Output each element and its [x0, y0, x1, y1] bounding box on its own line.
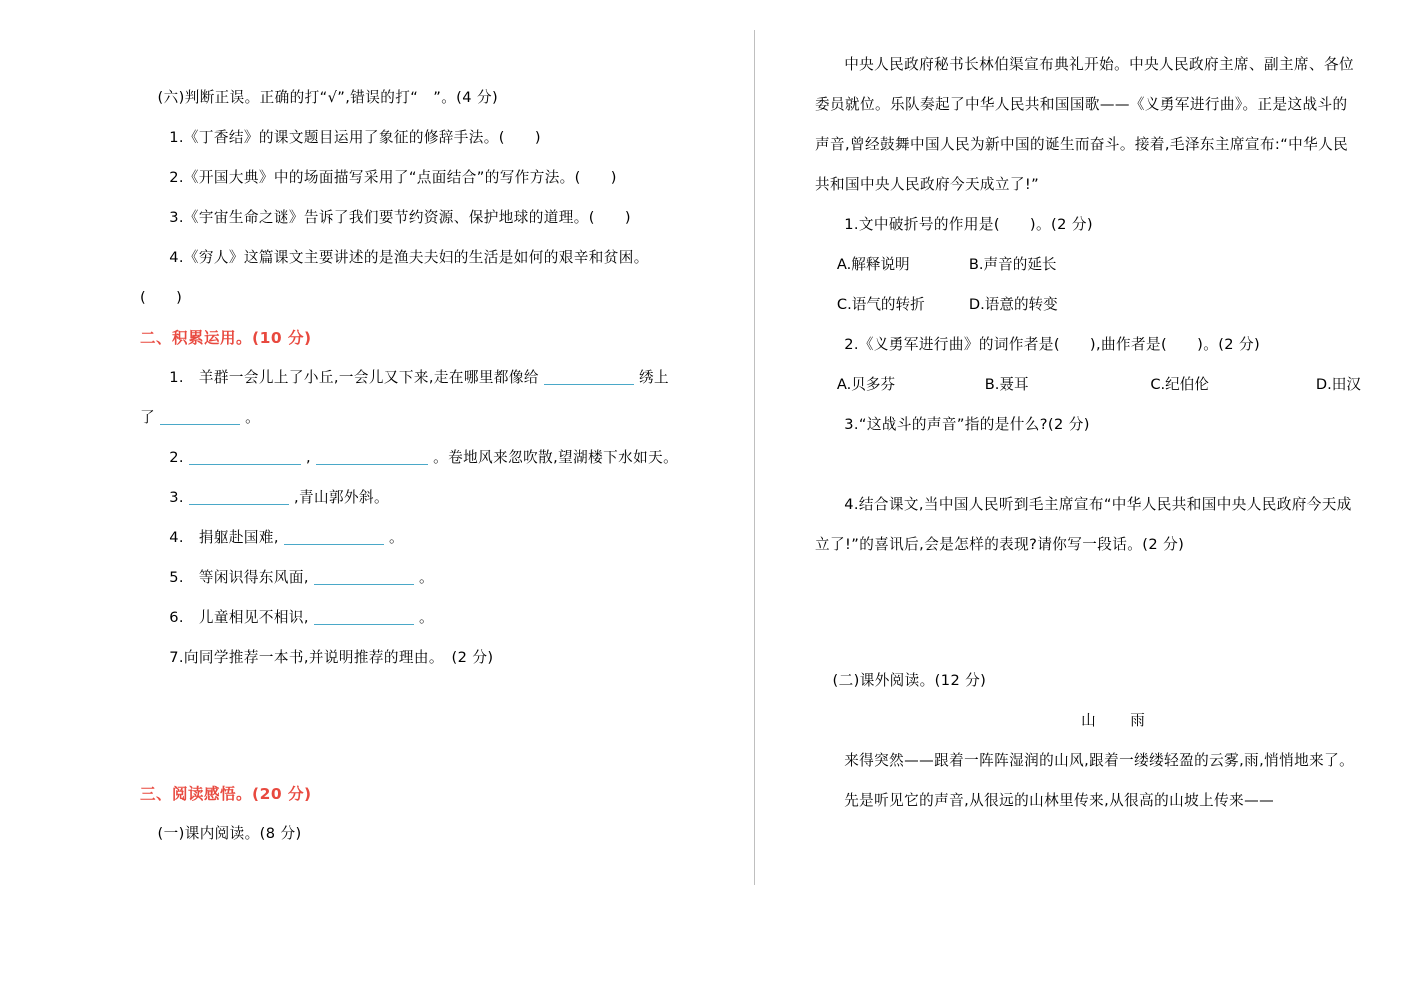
- passage1-question-1-options-row-1: [815, 245, 1361, 285]
- question-6-item-1: 1.《丁香结》的课文题目运用了象征的修辞手法。( ): [169, 129, 541, 146]
- section2-q1-text-d: 。: [245, 409, 261, 426]
- section2-question-6: [140, 598, 714, 638]
- section3-part1-heading: (一)课内阅读。(8 分): [157, 825, 302, 842]
- option-d[interactable]: D.田汉: [1315, 376, 1361, 393]
- passage2-paragraph-1: 来得突然——跟着一阵阵湿润的山风,跟着一缕缕轻盈的云雾,雨,悄悄地来了。: [844, 752, 1355, 769]
- section-3-heading: 三、阅读感悟。(20 分): [140, 785, 312, 803]
- answer-space[interactable]: [815, 445, 1361, 485]
- section2-q1-text-b: 绣上: [638, 369, 669, 386]
- question-6-item-3: 3.《宇宙生命之谜》告诉了我们要节约资源、保护地球的道理。( ): [169, 209, 631, 226]
- section2-q2-number: 2.: [169, 449, 184, 466]
- right-column: [755, 0, 1421, 821]
- section2-q1-text-c: 了: [140, 409, 155, 426]
- fill-blank-input[interactable]: [189, 487, 289, 505]
- section2-q2-text: 。卷地风来忽吹散,望湖楼下水如天。: [433, 449, 679, 466]
- passage1-question-2-options: [815, 365, 1361, 405]
- passage2-title: 山 雨: [1081, 712, 1155, 729]
- section2-q4-period: 。: [389, 529, 405, 546]
- question-6-heading: (六)判断正误。正确的打“√”,错误的打“ ”。(4 分): [157, 89, 499, 106]
- option-a[interactable]: A.贝多芬: [836, 376, 896, 393]
- option-c[interactable]: C.纪伯伦: [1150, 376, 1209, 393]
- section2-q3-number: 3.: [169, 489, 184, 506]
- passage1-question-2: 2.《义勇军进行曲》的词作者是( ),曲作者是( )。(2 分): [844, 336, 1261, 353]
- fill-blank-input[interactable]: [316, 447, 428, 465]
- section2-q2-comma: ,: [306, 449, 312, 466]
- question-6-item-4-answer-bracket: ( ): [140, 289, 183, 306]
- section2-q6-period: 。: [419, 609, 434, 626]
- section2-q6-text: 6. 儿童相见不相识,: [169, 609, 309, 626]
- passage1-question-3: 3.“这战斗的声音”指的是什么?(2 分): [844, 416, 1090, 433]
- option-b[interactable]: B.声音的延长: [968, 256, 1057, 273]
- passage1-question-1-options-row-2: [815, 285, 1361, 325]
- option-a[interactable]: A.解释说明: [836, 256, 910, 273]
- question-6-item-2: 2.《开国大典》中的场面描写采用了“点面结合”的写作方法。( ): [169, 169, 617, 186]
- answer-space[interactable]: [815, 565, 1361, 661]
- section-2-heading: 二、积累运用。(10 分): [140, 329, 312, 347]
- fill-blank-input[interactable]: [314, 567, 414, 585]
- option-b[interactable]: B.聂耳: [984, 376, 1029, 393]
- section2-question-1: [140, 358, 714, 398]
- section2-question-2: [140, 438, 714, 478]
- question-6-item-4: 4.《穷人》这篇课文主要讲述的是渔夫夫妇的生活是如何的艰辛和贫困。: [169, 249, 649, 266]
- section2-q5-period: 。: [419, 569, 434, 586]
- section2-question-1-cont: [140, 398, 714, 438]
- section2-question-4: [140, 518, 714, 558]
- option-d[interactable]: D.语意的转变: [968, 296, 1058, 313]
- section2-q4-text: 4. 捐躯赴国难,: [169, 529, 279, 546]
- fill-blank-input[interactable]: [284, 527, 384, 545]
- answer-space[interactable]: [140, 678, 714, 774]
- section2-question-5: [140, 558, 714, 598]
- passage1-question-1: 1.文中破折号的作用是( )。(2 分): [844, 216, 1093, 233]
- passage1-question-4: 4.结合课文,当中国人民听到毛主席宣布“中华人民共和国中央人民政府今天成立了!”的喜讯后,会是怎样的表现?请你写一段话。(2 分): [815, 496, 1352, 553]
- section3-part2-heading: (二)课外阅读。(12 分): [832, 672, 987, 689]
- fill-blank-input[interactable]: [160, 407, 240, 425]
- reading-passage-1: 中央人民政府秘书长林伯渠宣布典礼开始。中央人民政府主席、副主席、各位委员就位。乐队奏起了中华人民共和国国歌——《义勇军进行曲》。正是这战斗的声音,曾经鼓舞中国人民为新中国的诞生而奋斗。接着,毛泽东主席宣布:“中华人民共和国中央人民政府今天成立了!”: [815, 56, 1354, 193]
- fill-blank-input[interactable]: [544, 367, 634, 385]
- left-column: [0, 0, 754, 854]
- section2-question-7: 7.向同学推荐一本书,并说明推荐的理由。 (2 分): [169, 649, 494, 666]
- section2-question-3: [140, 478, 714, 518]
- passage2-paragraph-2: 先是听见它的声音,从很远的山林里传来,从很高的山坡上传来——: [844, 792, 1275, 809]
- section2-q1-text-a: 1. 羊群一会儿上了小丘,一会儿又下来,走在哪里都像给: [169, 369, 539, 386]
- option-c[interactable]: C.语气的转折: [836, 296, 925, 313]
- section2-q5-text: 5. 等闲识得东风面,: [169, 569, 309, 586]
- section2-q3-text: ,青山郭外斜。: [294, 489, 390, 506]
- fill-blank-input[interactable]: [314, 607, 414, 625]
- fill-blank-input[interactable]: [189, 447, 301, 465]
